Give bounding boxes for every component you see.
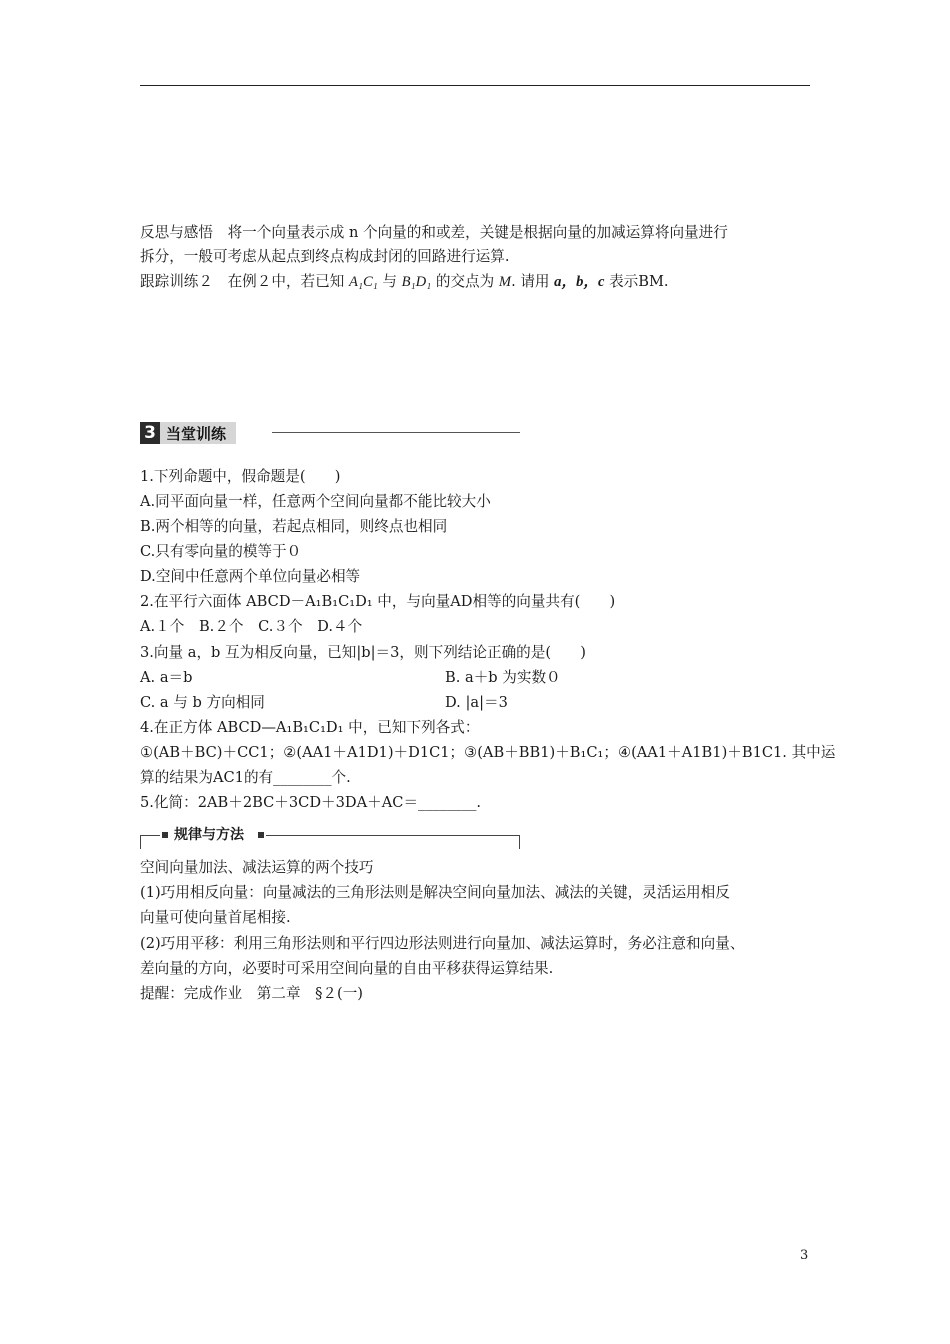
method-box-rule-right [266, 835, 519, 836]
tracking-a1c1: A₁C₁ [348, 274, 378, 290]
tracking-mid: 与 [377, 273, 402, 290]
question-line: B.两个相等的向量，若起点相同，则终点也相同 [140, 518, 448, 535]
q5-line: 5.化简：2AB＋2BC＋3CD＋3DA＋AC＝________. [140, 794, 482, 811]
reflection-line-1: 反思与感悟 将一个向量表示成 n 个向量的和或差，关键是根据向量的加减运算将向量进行 [140, 224, 728, 241]
method-box-corner-left [140, 835, 141, 849]
section-header [140, 422, 236, 444]
q3-option-b: B. a＋b 为实数０ [445, 669, 561, 686]
q4-line-2: ①(AB＋BC)＋CC1；②(AA1＋A1D1)＋D1C1；③(AB＋BB1)＋B₁C₁；④(AA1＋A1B1)＋B1C1. 其中运 [140, 744, 836, 761]
section-number: 3 [140, 422, 160, 444]
question-line: A.同平面向量一样，任意两个空间向量都不能比较大小 [140, 493, 491, 510]
tracking-vars: a，b，c [554, 274, 605, 290]
method-box-header [140, 825, 520, 849]
method-box-rule-left [140, 835, 160, 836]
page-number: 3 [800, 1248, 809, 1263]
q3-option-c: C. a 与 b 方向相同 [140, 694, 265, 711]
question-line: A.１个 B.２个 C.３个 D.４个 [140, 618, 363, 635]
question-line: 2.在平行六面体 ABCD－A₁B₁C₁D₁ 中，与向量AD相等的向量共有( ) [140, 593, 616, 610]
reflection-line-2: 拆分，一般可考虑从起点到终点构成封闭的回路进行运算. [140, 248, 510, 265]
method-title: 规律与方法 [174, 827, 244, 843]
method-line-4: (2)巧用平移：利用三角形法则和平行四边形法则进行向量加、减法运算时，务必注意和向量、 [140, 935, 745, 952]
method-line-1: 空间向量加法、减法运算的两个技巧 [140, 859, 374, 876]
method-line-5: 差向量的方向，必要时可采用空间向量的自由平移获得运算结果. [140, 960, 554, 977]
method-box-corner-right [519, 835, 520, 849]
q3-option-a: A. a＝b [140, 669, 193, 686]
tracking-m: M [498, 274, 512, 290]
method-line-3: 向量可使向量首尾相接. [140, 909, 291, 926]
tracking-exercise [140, 271, 669, 293]
tracking-prefix: 跟踪训练２ 在例２中，若已知 [140, 273, 349, 290]
question-line: C.只有零向量的模等于０ [140, 543, 302, 560]
method-line-2: (1)巧用相反向量：向量减法的三角形法则是解决空间向量加法、减法的关键，灵活运用相反 [140, 884, 730, 901]
q3-option-d: D. |a|＝3 [445, 694, 508, 711]
tracking-end: 表示BM. [604, 273, 669, 290]
tracking-b1d1: B₁D₁ [401, 274, 432, 290]
q4-line-3: 算的结果为AC1的有________个. [140, 769, 351, 786]
method-line-6: 提醒：完成作业 第二章 §２(一) [140, 985, 363, 1002]
section-title: 当堂训练 [160, 422, 236, 444]
question-line: 3.向量 a，b 互为相反向量，已知|b|＝3，则下列结论正确的是( ) [140, 644, 586, 661]
section-rule [272, 432, 520, 433]
q4-line-1: 4.在正方体 ABCD—A₁B₁C₁D₁ 中，已知下列各式： [140, 719, 480, 736]
tracking-suffix-pre: 的交点为 [431, 273, 499, 290]
header-rule [140, 85, 810, 86]
question-line: D.空间中任意两个单位向量必相等 [140, 568, 361, 585]
question-line: 1.下列命题中，假命题是( ) [140, 468, 341, 485]
method-box-dot [162, 832, 168, 838]
method-box-dot [258, 832, 264, 838]
tracking-suffix: . 请用 [511, 273, 555, 290]
